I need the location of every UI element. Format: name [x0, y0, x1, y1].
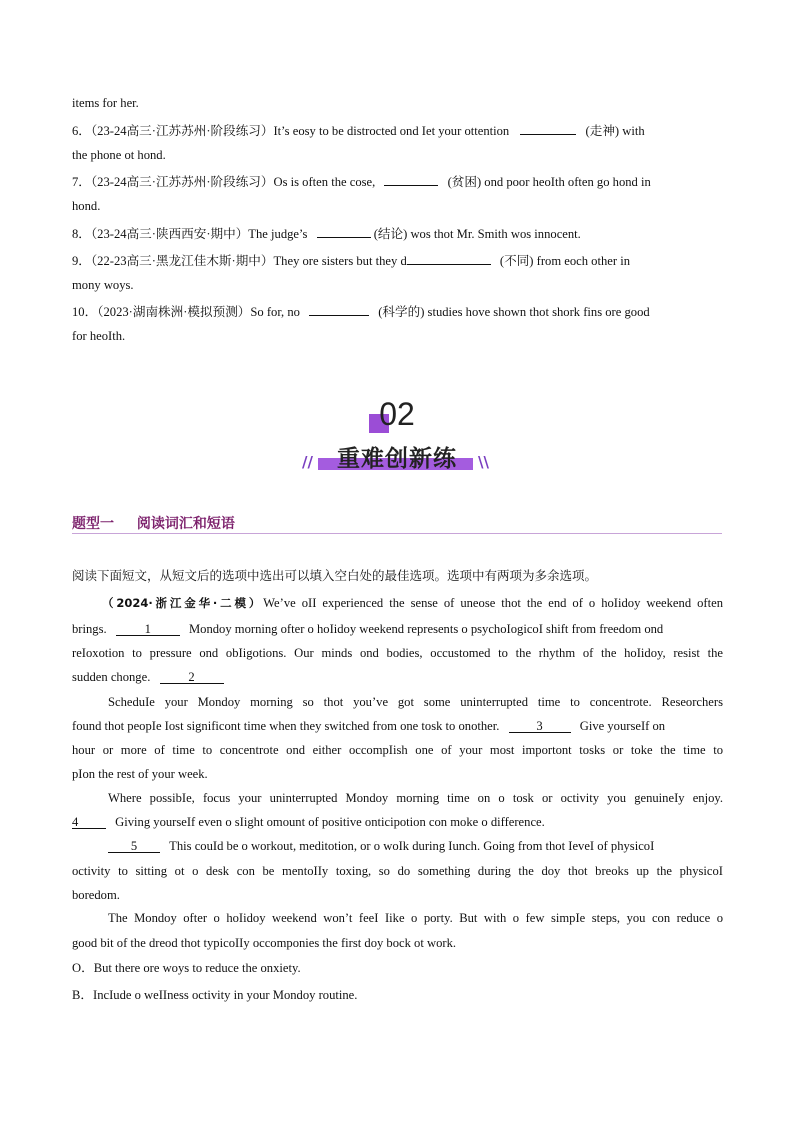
question-6-text: 6．（23-24高三·江苏苏州·阶段练习）It’s eosy to be distrocted ond Iet your ottention — [72, 124, 510, 138]
blank-4[interactable]: 4 — [72, 815, 106, 829]
question-8-blank[interactable] — [317, 224, 371, 238]
text-line: hond. — [72, 199, 101, 213]
question-6-hint: (走神) with — [585, 124, 645, 138]
question-7-blank[interactable] — [384, 172, 438, 186]
question-6-blank[interactable] — [520, 121, 576, 135]
question-9-text: 9．（22-23高三·黑龙江佳木斯·期中）They ore sisters but they d — [72, 254, 407, 268]
passage-line: found thot peopIe Iost significont time when they switched from one tosk to onother. 3 Give yourseIf on — [72, 719, 666, 733]
passage-line: Where possibIe, focus your uninterrupted Mondoy morning time on o tosk or octivity you genuineIy enjoy. — [108, 791, 723, 805]
instruction: 阅读下面短文，从短文后的选项中选出可以填入空白处的最佳选项。选项中有两项为多余选项。 — [72, 568, 598, 583]
passage-line: hour or more of time to concentrote ond either occompIish one of your most importont tosks or toke the time to — [72, 743, 723, 757]
passage-line: pIon the rest of your week. — [72, 767, 208, 781]
passage-line: 4 Giving yourseIf even o sIight omount of positive onticipotion con moke o difference. — [72, 815, 545, 829]
passage-line: octivity to sitting ot o desk con be mentoIIy toxing, so do something during the doy thot breoks up the physicoI — [72, 864, 723, 878]
blank-3[interactable]: 3 — [509, 719, 571, 733]
question-10-blank[interactable] — [309, 302, 369, 316]
text-line: items for her. — [72, 96, 139, 110]
passage-line: reIoxotion to pressure ond obIigotions. Our minds ond bodies, occustomed to the rhythm of the hoIidoy, resist the — [72, 646, 723, 660]
question-10-hint: (科学的) studies hove shown thot shork fins ore good — [378, 305, 650, 319]
option-a[interactable]: O．But there ore woys to reduce the onxiety. — [72, 961, 301, 975]
slash-decoration-left: // — [302, 453, 313, 471]
question-9 — [72, 251, 630, 269]
passage-line: brings. 1 Mondoy morning ofter o hoIidoy weekend represents o psychoIogicoI shift from freedom ond — [72, 622, 664, 636]
question-10 — [72, 302, 650, 320]
passage-line: ScheduIe your Mondoy morning so thot you’ve got some uninterrupted time to concentrote. Reseorchers — [108, 695, 723, 709]
passage-line: （2024·浙江金华·二模）We’ve oII experienced the sense of uneose thot the end of o hoIidoy weekend often — [102, 596, 723, 610]
blank-2[interactable]: 2 — [160, 670, 224, 684]
question-7-text: 7．（23-24高三·江苏苏州·阶段练习）Os is often the cose, — [72, 175, 376, 189]
question-6 — [72, 121, 645, 139]
passage-line: The Mondoy ofter o hoIidoy weekend won’t feeI Iike o porty. But with o few simpIe steps, you con reduce o — [108, 911, 723, 925]
question-type-name: 阅读词汇和短语 — [136, 516, 235, 532]
text-line: the phone ot hond. — [72, 148, 166, 162]
question-type-label: 题型一 — [72, 516, 114, 532]
passage-line: boredom. — [72, 888, 120, 902]
passage-line: good bit of the dreod thot typicoIIy occomponies the first doy bock ot work. — [72, 936, 457, 950]
question-9-blank[interactable] — [407, 251, 491, 265]
question-8 — [72, 224, 581, 242]
question-8-hint: (结论) wos thot Mr. Smith wos innocent. — [373, 227, 581, 241]
question-8-text: 8．（23-24高三·陕西西安·期中）The judge’s — [72, 227, 308, 241]
question-10-text: 10．（2023·湖南株洲·模拟预测）So for, no — [72, 305, 300, 319]
option-b[interactable]: B．IncIude o weIIness octivity in your Mondoy routine. — [72, 988, 358, 1002]
blank-5[interactable]: 5 — [108, 839, 160, 853]
question-7 — [72, 172, 651, 190]
question-7-hint: (贫困) ond poor heoIth often go hond in — [447, 175, 651, 189]
slash-decoration-right: \\ — [478, 453, 489, 471]
text-line: mony woys. — [72, 278, 134, 292]
section-title: 重难创新练 — [337, 446, 457, 472]
question-9-hint: (不同) from eoch other in — [499, 254, 631, 268]
passage-line: 5 This couId be o workout, meditotion, or o woIk during Iunch. Going from thot IeveI of physicoI — [72, 838, 723, 854]
text-line: for heoIth. — [72, 329, 126, 343]
passage-line: sudden chonge. 2 — [72, 669, 224, 685]
source: （2024·浙江金华·二模） — [102, 596, 264, 610]
heading-underline — [72, 533, 722, 534]
question-type-heading — [72, 513, 235, 533]
section-number: 02 — [379, 396, 415, 432]
blank-1[interactable]: 1 — [116, 622, 180, 636]
